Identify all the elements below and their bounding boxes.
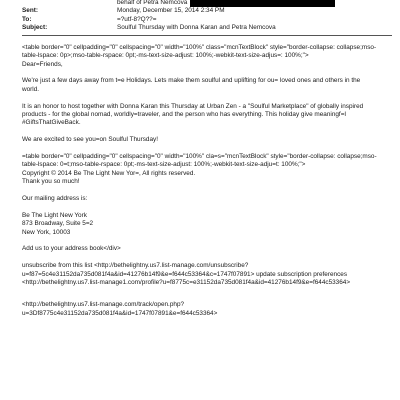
- unsubscribe-links[interactable]: unsubscribe from this list <http://bethelightny.us7.list-manage.com/unsubscribe?u=f87=5c4e31152da735d081f4a&id=41276b14f9&e=f644c53364&c=1747f07891> update subscription preferences <http://bethelightny.us7.list-manage1.com/profile?u=f8775c=e31152da735d081f4a&id=41276b14f9&e=f644c53364>: [22, 262, 351, 287]
- sent-value: Monday, December 15, 2014 2:34 PM: [117, 7, 225, 14]
- subject-label: Subject:: [22, 24, 48, 32]
- mailing-address: Be The Light New York 873 Broadway, Suite 5=2 New York, 10003: [22, 211, 94, 236]
- from-label-spacer: [22, 0, 117, 7]
- to-label: To:: [22, 15, 32, 23]
- tracking-link[interactable]: <http://bethelightny.us7.list-manage.com/track/open.php?u=3Df8775c4e31152da735d081f4a&id=1747f07891&e=f644c53364>: [22, 301, 218, 317]
- from-row: [22, 0, 392, 7]
- body-paragraph-holidays: We're just a few days away from t=e Holidays. Lets make them soulful and uplifting for ou= loved ones and others in the world.: [22, 77, 361, 93]
- sent-label: Sent:: [22, 7, 38, 14]
- redaction-bar: [190, 0, 335, 7]
- body-paragraph-excited: We are excited to see you=on Soulful Thursday!: [22, 136, 159, 144]
- header-divider: [22, 35, 392, 36]
- subject-row: [22, 24, 392, 33]
- body-paragraph-copyright: =table border="0" cellpadding="0" cellspacing="0" width="100%" cla=s="mcnTextBlock" style="border-collapse: collapse;mso-table-lspace: 0=t;mso-table-rspace: 0pt;-ms-text-size-adjust: 100%;-webkit-text-size-adju=t: 100%;"> Copyright © 2014 Be The Light New Yor=, All rights reserved. Thank you so much!: [22, 153, 377, 186]
- body-paragraph-table-markup: <table border="0" cellpadding="0" cellspacing="0" width="100%" class="mcnTextBlock" style="border-collapse: collapse;mso-table-lspace: 0p>;mso-table-rspace: 0pt;-ms-text-size-adjust: 100%;-webkit-text-size-adjus=: 100%;"> Dear=Friends,: [22, 43, 377, 68]
- subject-value: Soulful Thursday with Donna Karan and Petra Nemcova: [117, 24, 276, 32]
- address-book-line: Add us to your address book</div>: [22, 245, 121, 253]
- email-header: [22, 0, 392, 36]
- mailing-address-heading: Our mailing address is:: [22, 195, 88, 203]
- from-text: behalf of Petra Nemcova: [117, 0, 188, 7]
- to-row: [22, 16, 392, 25]
- body-paragraph-invitation: It is an honor to host together with Donna Karan this Thursday at Urban Zen - a "Soulful Marketplace" of globally inspired products - for the global nomad, worldly=traveler, and the person who has everything. This holiday give meaningf=l #GiftsThatGiveBack.: [22, 102, 364, 127]
- email-body: [22, 44, 377, 318]
- sent-row: [22, 7, 392, 16]
- from-value: [117, 0, 392, 7]
- to-value: =?utf-8?Q??=: [117, 15, 157, 23]
